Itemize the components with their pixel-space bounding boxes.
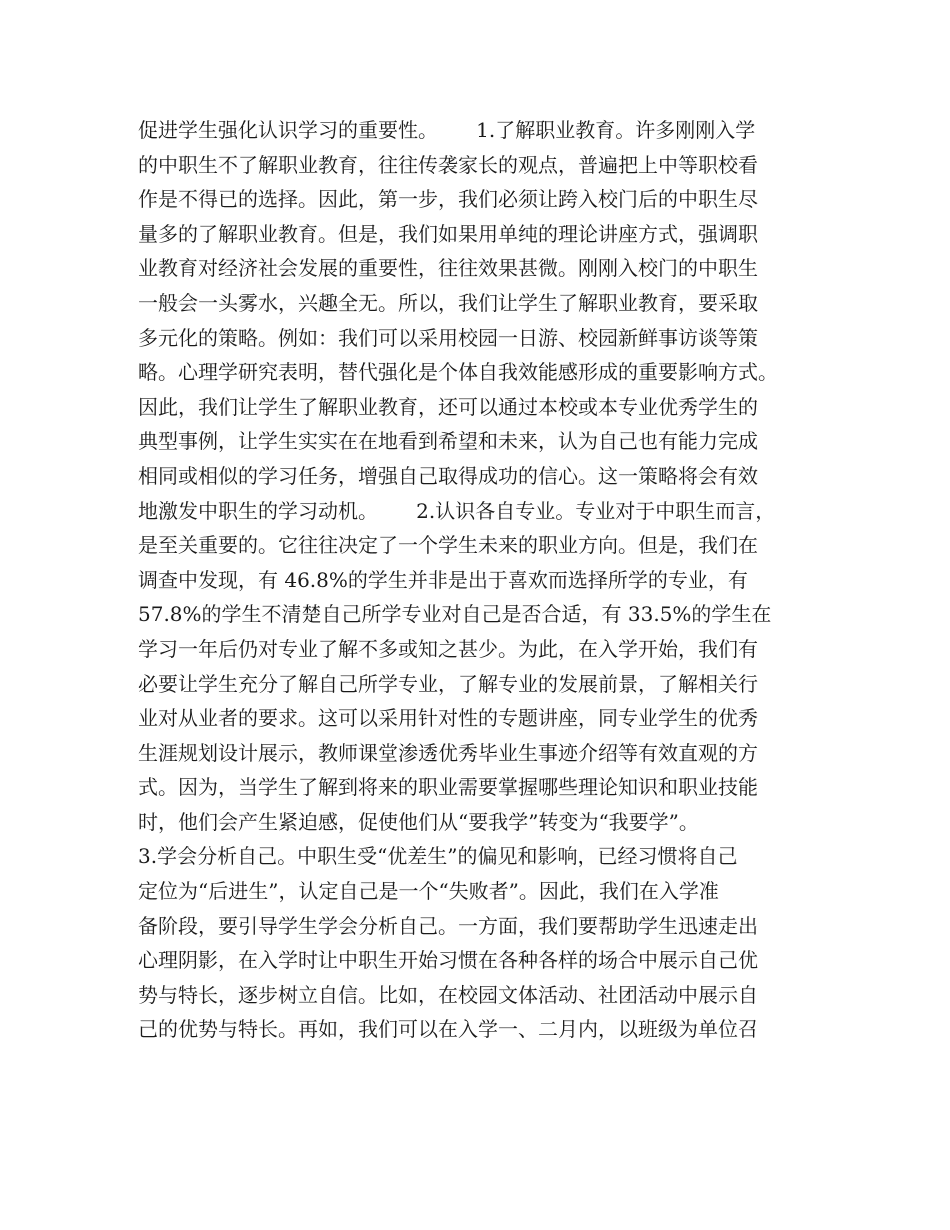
text-line: 式。因为，当学生了解到将来的职业需要掌握哪些理论知识和职业技能	[138, 775, 758, 800]
text-line: 3.学会分析自己。中职生受“优差生”的偏见和影响，已经习惯将自己	[138, 844, 738, 869]
text-line: 生涯规划设计展示，教师课堂渗透优秀毕业生事迹介绍等有效直观的方	[138, 740, 758, 765]
text-line: 略。心理学研究表明，替代强化是个体自我效能感形成的重要影响方式。	[138, 360, 778, 385]
text-line: 调查中发现，有 46.8%的学生并非是出于喜欢而选择所学的专业，有	[138, 567, 748, 592]
text-line: 57.8%的学生不清楚自己所学专业对自己是否合适，有 33.5%的学生在	[138, 602, 772, 627]
text-line: 必要让学生充分了解自己所学专业，了解专业的发展前景，了解相关行	[138, 671, 758, 696]
text-line: 促进学生强化认识学习的重要性。 1.了解职业教育。许多刚刚入学	[138, 118, 756, 142]
text-line: 心理阴影，在入学时让中职生开始习惯在各种各样的场合中展示自己优	[138, 948, 758, 973]
body-text	[138, 113, 818, 1047]
text-line: 多元化的策略。例如：我们可以采用校园一日游、校园新鲜事访谈等策	[138, 325, 758, 350]
text-line: 定位为“后进生”，认定自己是一个“失败者”。因此，我们在入学准	[138, 879, 719, 904]
text-line: 量多的了解职业教育。但是，我们如果用单纯的理论讲座方式，强调职	[138, 221, 758, 246]
text-line: 业对从业者的要求。这可以采用针对性的专题讲座，同专业学生的优秀	[138, 706, 758, 731]
text-line: 时，他们会产生紧迫感，促使他们从“要我学”转变为“我要学”。	[138, 809, 699, 834]
text-line: 势与特长，逐步树立自信。比如，在校园文体活动、社团活动中展示自	[138, 982, 758, 1007]
text-line: 是至关重要的。它往往决定了一个学生未来的职业方向。但是，我们在	[138, 533, 758, 558]
text-line: 地激发中职生的学习动机。 2.认识各自专业。专业对于中职生而言，	[138, 498, 776, 523]
text-line: 学习一年后仍对专业了解不多或知之甚少。为此，在入学开始，我们有	[138, 636, 758, 661]
text-line: 因此，我们让学生了解职业教育，还可以通过本校或本专业优秀学生的	[138, 394, 758, 419]
text-line: 相同或相似的学习任务，增强自己取得成功的信心。这一策略将会有效	[138, 463, 758, 488]
text-line: 的中职生不了解职业教育，往往传袭家长的观点，普遍把上中等职校看	[138, 152, 758, 177]
text-line: 一般会一头雾水，兴趣全无。所以，我们让学生了解职业教育，要采取	[138, 290, 758, 315]
text-line: 作是不得已的选择。因此，第一步，我们必须让跨入校门后的中职生尽	[138, 187, 758, 212]
text-line: 典型事例，让学生实实在在地看到希望和未来，认为自己也有能力完成	[138, 429, 758, 454]
text-line: 备阶段，要引导学生学会分析自己。一方面，我们要帮助学生迅速走出	[138, 913, 758, 938]
text-line: 己的优势与特长。再如，我们可以在入学一、二月内，以班级为单位召	[138, 1017, 758, 1042]
text-line: 业教育对经济社会发展的重要性，往往效果甚微。刚刚入校门的中职生	[138, 256, 758, 281]
